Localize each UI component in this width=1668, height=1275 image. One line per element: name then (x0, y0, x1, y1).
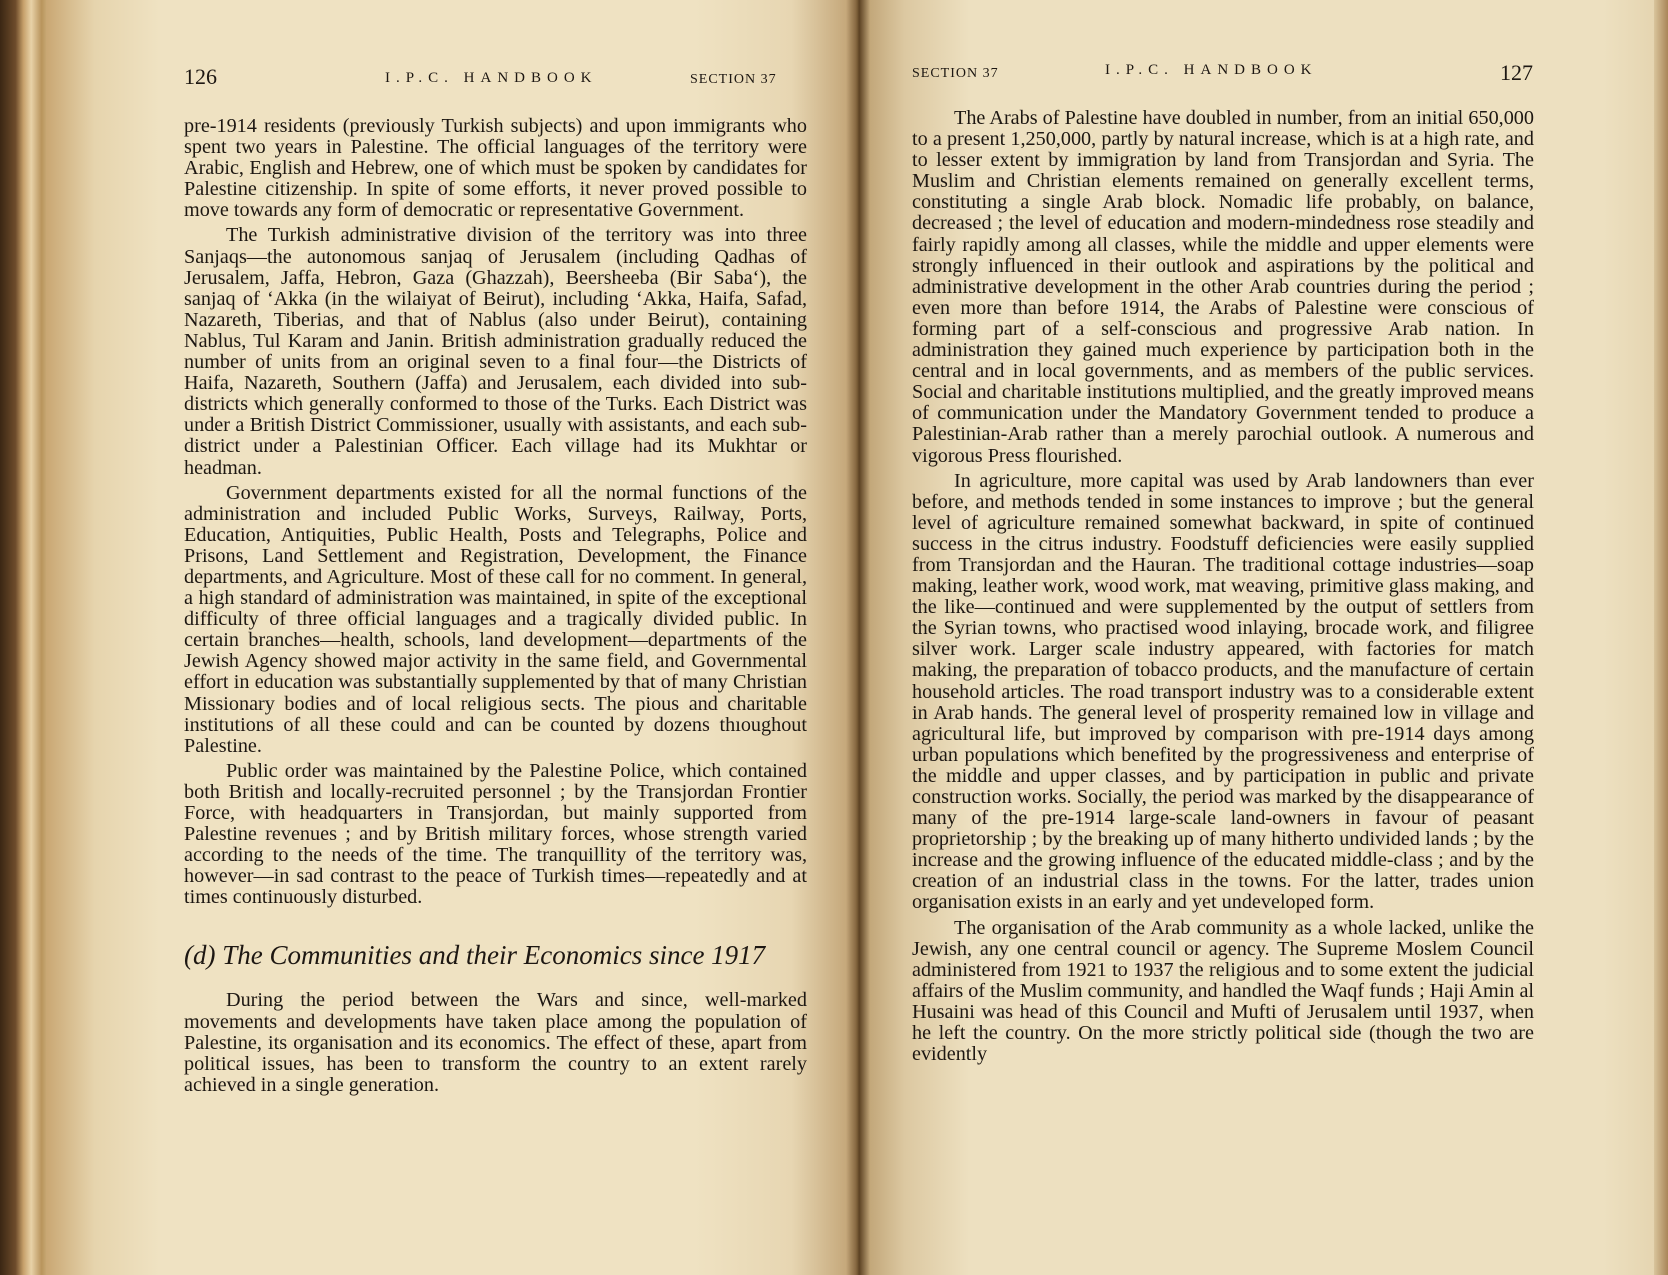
paragraph: Public order was maintained by the Palestine Police, which contained both British and locally-recruited personnel ; by the Transjordan Frontier Force, with headquarters in Transjordan, but mainly supported from Palestine revenues ; and by British military forces, whose strength varied according to the needs of the time. The tranquillity of the territory was, however—in sad contrast to the peace of Turkish times—repeatedly and at times continuously disturbed. (184, 759, 807, 909)
right-page-number: 127 (1500, 60, 1533, 85)
paragraph: During the period between the Wars and since, well-marked movements and developments have taken place among the population of Palestine, its organisation and its economics. The effect of these, apart from political issues, has been to transform the country to an extent rarely achieved in a single generation. (184, 989, 807, 1096)
paragraph: In agriculture, more capital was used by Arab landowners than ever before, and methods tended in some instances to improve ; but the general level of agriculture remained somewhat backward, in spite of continued success in the citrus industry. Foodstuff deficiencies were easily supplied from Transjordan and the Hauran. The traditional cottage industries—soap making, leather work, wood work, mat weaving, primitive glass making, and the like—continued and were supplemented by the output of settlers from the Syrian towns, who practised wood inlaying, brocade work, and filigree silver work. Larger scale industry appeared, with factories for match making, the preparation of tobacco products, and the manufacture of certain household articles. The road transport industry was to a considerable extent in Arab hands. The general level of prosperity remained low in village and agricultural life, but improved by comparison with pre-1914 days among urban populations which benefited by the progressiveness and enterprise of the middle and upper classes, and by participation in public and private construction works. Socially, the period was marked by the disappearance of many of the pre-1914 large-scale land-owners in favour of peasant proprietorship ; by the breaking up of many hitherto undivided lands ; by the increase and the growing influence of the educated middle-class ; and by the creation of an industrial class in the towns. For the latter, trades union organisation exists in an early and yet undeveloped form. (912, 469, 1534, 914)
left-running-head: I.P.C. HANDBOOK (385, 70, 598, 86)
right-page-body (912, 108, 1534, 1069)
book-page-edges (0, 0, 52, 1275)
left-page-body (184, 116, 807, 1100)
paragraph: Government departments existed for all the normal functions of the administration and included Public Works, Surveys, Railway, Ports, Education, Antiquities, Public Health, Posts and Telegraphs, Police and Prisons, Land Settlement and Registration, Development, the Finance departments, and Agriculture. Most of these call for no comment. In general, a high standard of administration was maintained, in spite of the exceptional difficulty of three official languages and a tragically divided public. In certain branches—health, schools, land development—departments of the Jewish Agency showed major activity in the same field, and Governmental effort in education was substantially supplemented by that of many Christian Missionary bodies and of local religious sects. The pious and charitable institutions of all these could and can be counted by dozens thıoughout Palestine. (184, 481, 807, 757)
left-page-number: 126 (184, 64, 217, 89)
book-gutter (846, 0, 870, 1275)
section-subheading: (d) The Communities and their Economics since 1917 (184, 940, 766, 971)
left-section-label: SECTION 37 (690, 72, 777, 87)
right-running-head: I.P.C. HANDBOOK (1105, 62, 1318, 78)
paragraph: pre-1914 residents (previously Turkish subjects) and upon immigrants who spent two years in Palestine. The official languages of the territory were Arabic, English and Hebrew, one of which must be spoken by candidates for Palestine citizenship. In spite of some efforts, it never proved possible to move towards any form of democratic or representative Government. (184, 115, 807, 222)
paragraph: The Arabs of Palestine have doubled in number, from an initial 650,000 to a present 1,250,000, partly by natural increase, which is at a high rate, and to lesser extent by immigration by land from Transjordan and Syria. The Muslim and Christian elements remained on generally excellent terms, constituting a single Arab block. Nomadic life probably, on balance, decreased ; the level of education and modern-mindedness rose steadily and fairly rapidly among all classes, while the middle and upper elements were strongly influenced in their outlook and aspirations by the political and administrative development in the other Arab countries during the period ; even more than before 1914, the Arabs of Palestine were conscious of forming part of a self-conscious and progressive Arab nation. In administration they gained much experience by participation both in the central and in local governments, and as members of the public services. Social and charitable institutions multiplied, and the greatly improved means of communication under the Mandatory Government tended to produce a Palestinian-Arab rather than a merely parochial outlook. A numerous and vigorous Press flourished. (912, 107, 1534, 467)
paragraph: The Turkish administrative division of the territory was into three Sanjaqs—the autonomous sanjaq of Jerusalem (including Qadhas of Jerusalem, Jaffa, Hebron, Gaza (Ghazzah), Beersheeba (Bir Saba‘), the sanjaq of ‘Akka (in the wilaiyat of Beirut), including ‘Akka, Haifa, Safad, Nazareth, Tiberias, and that of Nablus (also under Beirut), containing Nablus, Tul Karam and Janin. British administration gradually reduced the number of units from an original seven to a final four—the Districts of Haifa, Nazareth, Southern (Jaffa) and Jerusalem, each divided into sub-districts which generally conformed to those of the Turks. Each District was under a British District Commissioner, usually with assistants, and each sub-district under a Palestinian Officer. Each village had its Mukhtar or headman. (184, 224, 807, 479)
right-section-label: SECTION 37 (912, 66, 999, 81)
paragraph: The organisation of the Arab community as a whole lacked, unlike the Jewish, any one central council or agency. The Supreme Moslem Council administered from 1921 to 1937 the religious and to some extent the judicial affairs of the Muslim community, and handled the Waqf funds ; Haji Amin al Husaini was head of this Council and Mufti of Jerusalem until 1937, when he left the country. On the more strictly political side (though the two are evidently (912, 916, 1535, 1066)
right-page-edge (1654, 0, 1668, 1275)
